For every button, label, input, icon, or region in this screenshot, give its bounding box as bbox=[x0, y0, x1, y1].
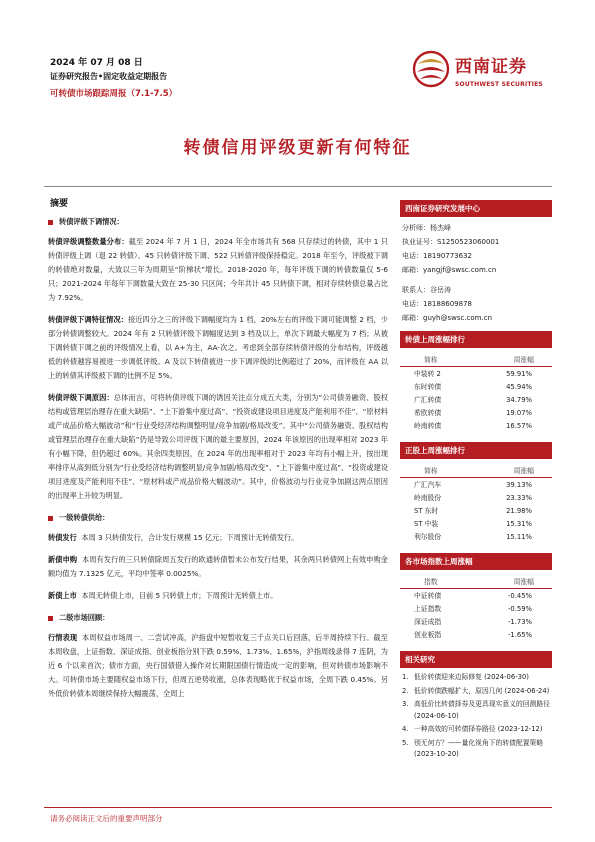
table-header: 简称 bbox=[400, 352, 472, 367]
bullet-square-icon bbox=[48, 616, 53, 621]
related-research-list bbox=[400, 672, 552, 761]
paragraph-listing: 新债上市 本周无转债上市，目前 5 只转债上市；下周预计无转债上市。 bbox=[48, 591, 278, 600]
contact-email[interactable]: 邮箱：guyh@swsc.com.cn bbox=[402, 314, 493, 322]
table-row: 东时转债 45.94% bbox=[414, 382, 532, 391]
abstract-label: 摘要 bbox=[50, 199, 69, 209]
footer-disclaimer: 请务必阅读正文后的重要声明部分 bbox=[50, 814, 163, 823]
index-rank-table bbox=[400, 574, 552, 641]
sidebar bbox=[400, 200, 552, 763]
section-heading-primary: 一级转债供给： bbox=[48, 511, 388, 525]
contact-block bbox=[400, 283, 552, 325]
logo-name-cn: 西南证券 bbox=[455, 57, 527, 77]
analyst-name: 分析师：杨杰峰 bbox=[402, 224, 451, 232]
table-header: 指数 bbox=[400, 574, 473, 589]
table-row: 中证转债 -0.45% bbox=[414, 591, 532, 600]
section-heading-secondary: 二级市场回顾： bbox=[48, 611, 388, 625]
contact-phone: 电话：18188609878 bbox=[402, 300, 472, 308]
list-item[interactable]: 1. 低价转债迎来边际修复 (2024-06-30) bbox=[402, 673, 529, 681]
list-item[interactable]: 3. 高低价比转债择券及更具现实意义的回测路径 (2024-06-10) bbox=[402, 700, 550, 720]
paragraph-subscription: 新债申购 本周有发行的三只转债除周五发行的欧通转债暂未公布发行结果，其余两只转债网上有效申购金额均值为 7.1325 亿元，平均中签率 0.0025%。 bbox=[48, 555, 388, 578]
table-row: 岭南股份 23.33% bbox=[414, 493, 532, 502]
table-row: 希欧转债 19.07% bbox=[414, 408, 532, 417]
report-series: 可转债市场跟踪周报（7.1-7.5） bbox=[50, 89, 178, 99]
table-header: 周涨幅 bbox=[472, 463, 552, 478]
table-row: 广汇转债 34.79% bbox=[414, 395, 532, 404]
analyst-email[interactable]: 邮箱：yangjf@swsc.com.cn bbox=[402, 266, 497, 274]
paragraph-rating-reasons: 转债评级下调原因：总体而言，可将转债评级下调的诱因关注点分成五大类，分别为“公司债务融资、股权结构或管理层治理存在重大缺陷”、“上下游集中度过高”、“投资或建设项目进度及产能利用不佳”、“原材料或产成品价格大幅波动”和“行业受经济结构调整明显/竞争加剧/格局改变”。其中“公司债务融资、股权结构或管理层治理存在重大缺陷”仍是导致公司评级下调的最主要原因，2024 年该原因的出现率相对 2023 年有小幅下降，但仍超过 60%。其余四类原因，在 2024 年的出现率相对于 2023 年均有小幅上升，按出现率排序从高到低分别为“行业受经济结构调整明显/竞争加剧/格局改变”、“上下游集中度过高”、“投资或建设项目进度及产能利用不佳”、“原材料或产成品价格大幅波动”。其中，价格波动与行业竞争加剧这两点原因的出现率上升较为明显。 bbox=[48, 393, 388, 500]
bullet-square-icon bbox=[48, 220, 53, 225]
bullet-square-icon bbox=[48, 516, 53, 521]
table-row: ST 中装 15.31% bbox=[414, 519, 532, 528]
logo-name-en: SOUTHWEST SECURITIES bbox=[455, 81, 543, 88]
stock-rank-title: 正股上周涨幅排行 bbox=[400, 442, 552, 459]
analyst-license: 执业证号：S1250523060001 bbox=[402, 238, 500, 246]
paragraph-issuance: 转债发行 本周 3 只转债发行，合计发行规模 15 亿元；下周预计无转债发行。 bbox=[48, 533, 299, 542]
abstract-body bbox=[48, 215, 388, 709]
table-header: 周涨幅 bbox=[472, 352, 552, 367]
table-header: 简称 bbox=[400, 463, 472, 478]
footer-divider bbox=[44, 807, 552, 808]
table-row: 广汇汽车 39.13% bbox=[414, 480, 532, 489]
bond-rank-table bbox=[400, 352, 552, 432]
report-title: 转债信用评级更新有何特征 bbox=[183, 138, 412, 158]
table-row: 岭南转债 16.57% bbox=[414, 421, 532, 430]
paragraph-market: 行情表现 本周权益市场周一、二尝试冲高，沪指盘中短暂收复三千点关口后回落，后半周持续下行。截至本周收盘，上证指数、深证成指、创业板指分别下跌 0.59%、1.73%、1.65%，沪指周线录得 7 连阴，为近 6 个以来首次；债市方面，央行国债借入操作对长期限国债行情造成一定的影响，但对转债市场影响不大。可转债市场主要随权益市场下行，但周五逆势收涨，总体表现略优于权益市场，全周下跌 0.45%。另外低价转债本周继续保持大幅震荡，全周上 bbox=[48, 633, 388, 698]
company-logo-icon bbox=[412, 48, 450, 90]
table-header: 周涨幅 bbox=[473, 574, 552, 589]
list-item[interactable]: 5. 别无何方？——量化视角下的转债配置策略 (2023-10-20) bbox=[402, 738, 544, 758]
header-divider bbox=[44, 186, 552, 187]
paragraph-rating-distribution: 转债评级调整数量分布：截至 2024 年 7 月 1 日，2024 年全市场共有 568 只存续过的转债，其中 1 只转债评级上调（退 22 转债）、45 只转债评级下调、522 只转债评级保持稳定。2018 年至今，评级被下调的转债绝对数量，大致以三年为周期呈“阶梯状”增长。2018-2020 年，每年评级下调的转债数量仅 5-6 只；2021-2024 年每年下调数量大致在 25-30 只区间；今年共计 45 只转债下调，相对存续转债总量占比为 7.92%。 bbox=[48, 237, 388, 302]
contact-name: 联系人：谷岳涛 bbox=[402, 286, 451, 294]
research-center-title: 西南证券研究发展中心 bbox=[400, 200, 552, 217]
list-item[interactable]: 4. 一种高效的可转债择券路径 (2023-12-12) bbox=[402, 725, 543, 733]
related-research-title: 相关研究 bbox=[400, 651, 552, 668]
report-date: 2024 年 07 月 08 日 bbox=[50, 58, 143, 68]
table-row: 上证指数 -0.59% bbox=[414, 604, 532, 613]
paragraph-rating-features: 转债评级下调特征情况：接近四分之三的评级下调幅度均为 1 档，20%左右的评级下调可能调整 2 档，少部分转债调整较大。2024 年有 2 只转债评级下调幅度达到 3 档及以上，单次下调最大幅度为 7 档；从被下调转债下调之前的评级情况上看，以 A+为主，AA-次之。考虑到全部存续转债评级的分布结构，评级越低的转债越容易被进一步调低评级。A 及以下转债被进一步下调评级的比例超过了 20%，而评级在 AA 以上的转债其评级被下调的比例不足 5%。 bbox=[48, 315, 388, 380]
index-rank-title: 各市场指数上周涨幅 bbox=[400, 553, 552, 570]
table-row: 创业板指 -1.65% bbox=[414, 630, 532, 639]
report-type: 证券研究报告•固定收益定期报告 bbox=[50, 72, 168, 81]
table-row: 中装转 2 59.91% bbox=[414, 369, 532, 378]
table-row: 深证成指 -1.73% bbox=[414, 617, 532, 626]
stock-rank-table bbox=[400, 463, 552, 543]
table-row: ST 东时 21.98% bbox=[414, 506, 532, 515]
bond-rank-title: 转债上周涨幅排行 bbox=[400, 331, 552, 348]
analyst-block bbox=[400, 221, 552, 277]
section-heading-rating: 转债评级下调情况： bbox=[48, 215, 388, 229]
list-item[interactable]: 2. 低价转债跌幅扩大，原因几何 (2024-06-24) bbox=[402, 686, 550, 695]
table-row: 利尔股份 15.11% bbox=[414, 532, 532, 541]
analyst-phone: 电话：18190773632 bbox=[402, 252, 472, 260]
